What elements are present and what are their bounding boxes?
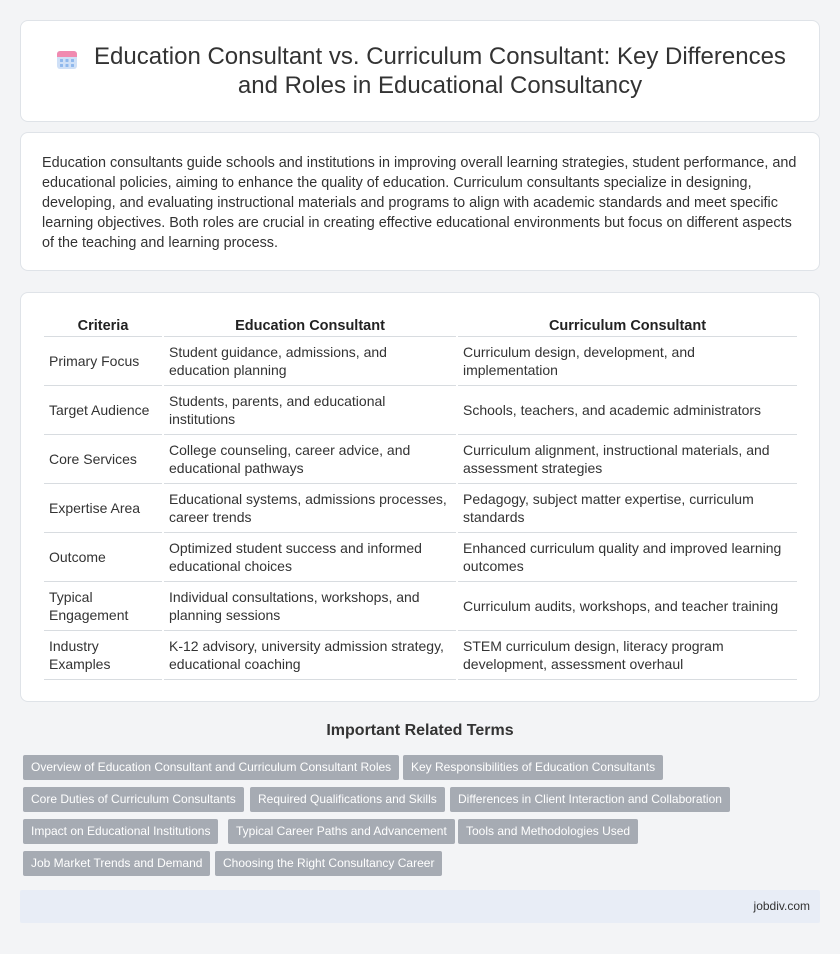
table-row (44, 631, 797, 680)
column-header-education-consultant: Education Consultant (164, 315, 456, 337)
related-term-tag[interactable]: Required Qualifications and Skills (250, 787, 445, 812)
criteria-cell: Expertise Area (44, 484, 162, 533)
curriculum-consultant-cell: Schools, teachers, and academic administrators (458, 386, 797, 435)
related-term-tag[interactable]: Core Duties of Curriculum Consultants (23, 787, 244, 812)
footer-site-link[interactable]: jobdiv.com (753, 899, 810, 913)
education-consultant-cell: Individual consultations, workshops, and planning sessions (164, 582, 456, 631)
curriculum-consultant-cell: Pedagogy, subject matter expertise, curriculum standards (458, 484, 797, 533)
table-header-row (44, 315, 797, 337)
criteria-cell: Target Audience (44, 386, 162, 435)
title-card (20, 20, 820, 122)
criteria-cell: Core Services (44, 435, 162, 484)
footer (20, 890, 820, 923)
comparison-table (42, 315, 799, 680)
education-consultant-cell: Optimized student success and informed educational choices (164, 533, 456, 582)
table-row (44, 533, 797, 582)
table-row (44, 484, 797, 533)
criteria-cell: Outcome (44, 533, 162, 582)
table-row (44, 337, 797, 386)
criteria-cell: Primary Focus (44, 337, 162, 386)
table-row (44, 435, 797, 484)
related-term-tag[interactable]: Overview of Education Consultant and Curriculum Consultant Roles (23, 755, 399, 780)
curriculum-consultant-cell: Curriculum design, development, and implementation (458, 337, 797, 386)
page-title: Education Consultant vs. Curriculum Consultant: Key Differences and Roles in Educational Consultancy (94, 43, 786, 99)
comparison-card (20, 292, 820, 702)
related-terms-heading: Important Related Terms (326, 722, 514, 739)
education-consultant-cell: College counseling, career advice, and educational pathways (164, 435, 456, 484)
column-header-curriculum-consultant: Curriculum Consultant (458, 315, 797, 337)
column-header-criteria: Criteria (44, 315, 162, 337)
curriculum-consultant-cell: Curriculum alignment, instructional materials, and assessment strategies (458, 435, 797, 484)
related-term-tag[interactable]: Choosing the Right Consultancy Career (215, 851, 442, 876)
education-consultant-cell: Students, parents, and educational institutions (164, 386, 456, 435)
criteria-cell: Industry Examples (44, 631, 162, 680)
intro-card (20, 132, 820, 271)
related-term-tag[interactable]: Differences in Client Interaction and Collaboration (450, 787, 730, 812)
related-term-tag[interactable]: Key Responsibilities of Education Consultants (403, 755, 663, 780)
education-consultant-cell: Student guidance, admissions, and education planning (164, 337, 456, 386)
curriculum-consultant-cell: Curriculum audits, workshops, and teacher training (458, 582, 797, 631)
curriculum-consultant-cell: Enhanced curriculum quality and improved learning outcomes (458, 533, 797, 582)
table-row (44, 582, 797, 631)
intro-paragraph: Education consultants guide schools and institutions in improving overall learning strategies, student performance, and educational policies, aiming to enhance the quality of education. Curriculum consultants specialize in designing, developing, and evaluating instructional materials and programs to align with academic standards and meet specific learning objectives. Both roles are crucial in creating effective educational environments but focus on different aspects of the teaching and learning process. (42, 155, 797, 251)
related-term-tag[interactable]: Impact on Educational Institutions (23, 819, 218, 844)
table-row (44, 386, 797, 435)
criteria-cell: Typical Engagement (44, 582, 162, 631)
related-term-tag[interactable]: Typical Career Paths and Advancement (228, 819, 455, 844)
related-term-tag[interactable]: Job Market Trends and Demand (23, 851, 210, 876)
education-consultant-cell: K-12 advisory, university admission strategy, educational coaching (164, 631, 456, 680)
curriculum-consultant-cell: STEM curriculum design, literacy program development, assessment overhaul (458, 631, 797, 680)
education-consultant-cell: Educational systems, admissions processes, career trends (164, 484, 456, 533)
related-term-tag[interactable]: Tools and Methodologies Used (458, 819, 638, 844)
